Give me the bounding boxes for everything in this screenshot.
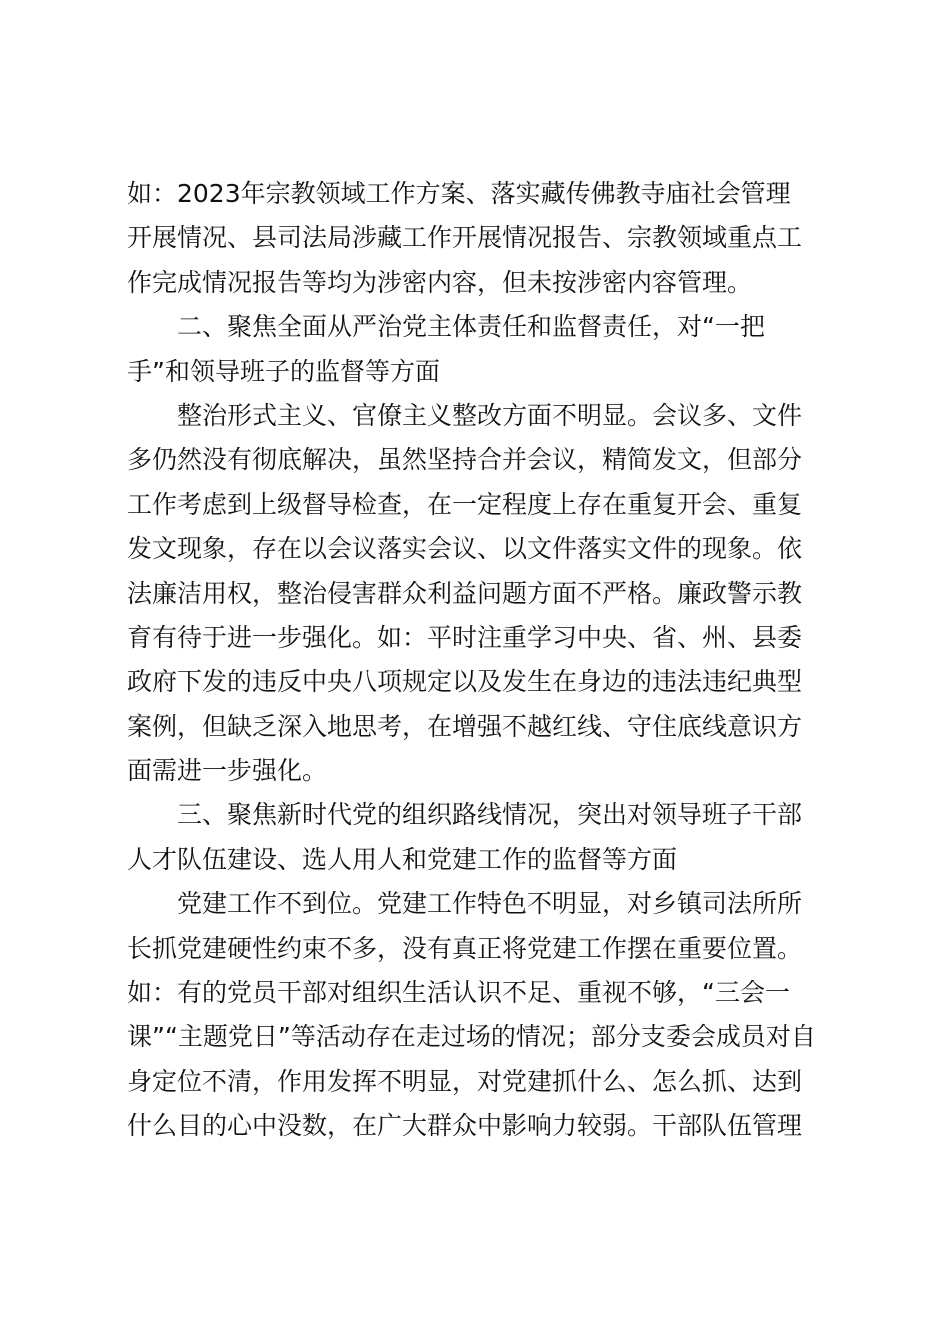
text-line: 什么目的心中没数，在广大群众中影响力较弱。干部队伍管理	[127, 1111, 803, 1141]
text-line: 育有待于进一步强化。如：平时注重学习中央、省、州、县委	[127, 622, 803, 652]
section-heading-line: 手”和领导班子的监督等方面	[127, 356, 440, 386]
text-line: 政府下发的违反中央八项规定以及发生在身边的违法违纪典型	[127, 667, 803, 697]
text-line: 长抓党建硬性约束不多，没有真正将党建工作摆在重要位置。	[127, 933, 803, 963]
text-line: 党建工作不到位。党建工作特色不明显，对乡镇司法所所	[177, 889, 803, 919]
text-line: 整治形式主义、官僚主义整改方面不明显。会议多、文件	[177, 400, 803, 430]
text-line: 如：有的党员干部对组织生活认识不足、重视不够，“三会一	[127, 978, 790, 1008]
text-line: 发文现象，存在以会议落实会议、以文件落实文件的现象。依	[127, 534, 803, 564]
section-heading-line: 二、聚焦全面从严治党主体责任和监督责任，对“一把	[177, 312, 765, 342]
document-body	[127, 172, 832, 1149]
section-heading-line: 三、聚焦新时代党的组织路线情况，突出对领导班子干部	[177, 800, 803, 830]
text-line: 课”“主题党日”等活动存在走过场的情况；部分支委会成员对自	[127, 1022, 816, 1052]
text-line: 工作考虑到上级督导检查，在一定程度上存在重复开会、重复	[127, 489, 803, 519]
text-line: 面需进一步强化。	[127, 756, 328, 786]
text-line: 开展情况、县司法局涉藏工作开展情况报告、宗教领域重点工	[127, 223, 803, 253]
text-line: 作完成情况报告等均为涉密内容，但未按涉密内容管理。	[127, 267, 753, 297]
text-line: 多仍然没有彻底解决，虽然坚持合并会议，精简发文，但部分	[127, 445, 803, 475]
text-line: 身定位不清，作用发挥不明显，对党建抓什么、怎么抓、达到	[127, 1066, 803, 1096]
text-line: 案例，但缺乏深入地思考，在增强不越红线、守住底线意识方	[127, 711, 803, 741]
section-heading-line: 人才队伍建设、选人用人和党建工作的监督等方面	[127, 844, 678, 874]
text-line: 如：2023年宗教领域工作方案、落实藏传佛教寺庙社会管理	[127, 179, 791, 208]
text-line: 法廉洁用权，整治侵害群众利益问题方面不严格。廉政警示教	[127, 578, 803, 608]
